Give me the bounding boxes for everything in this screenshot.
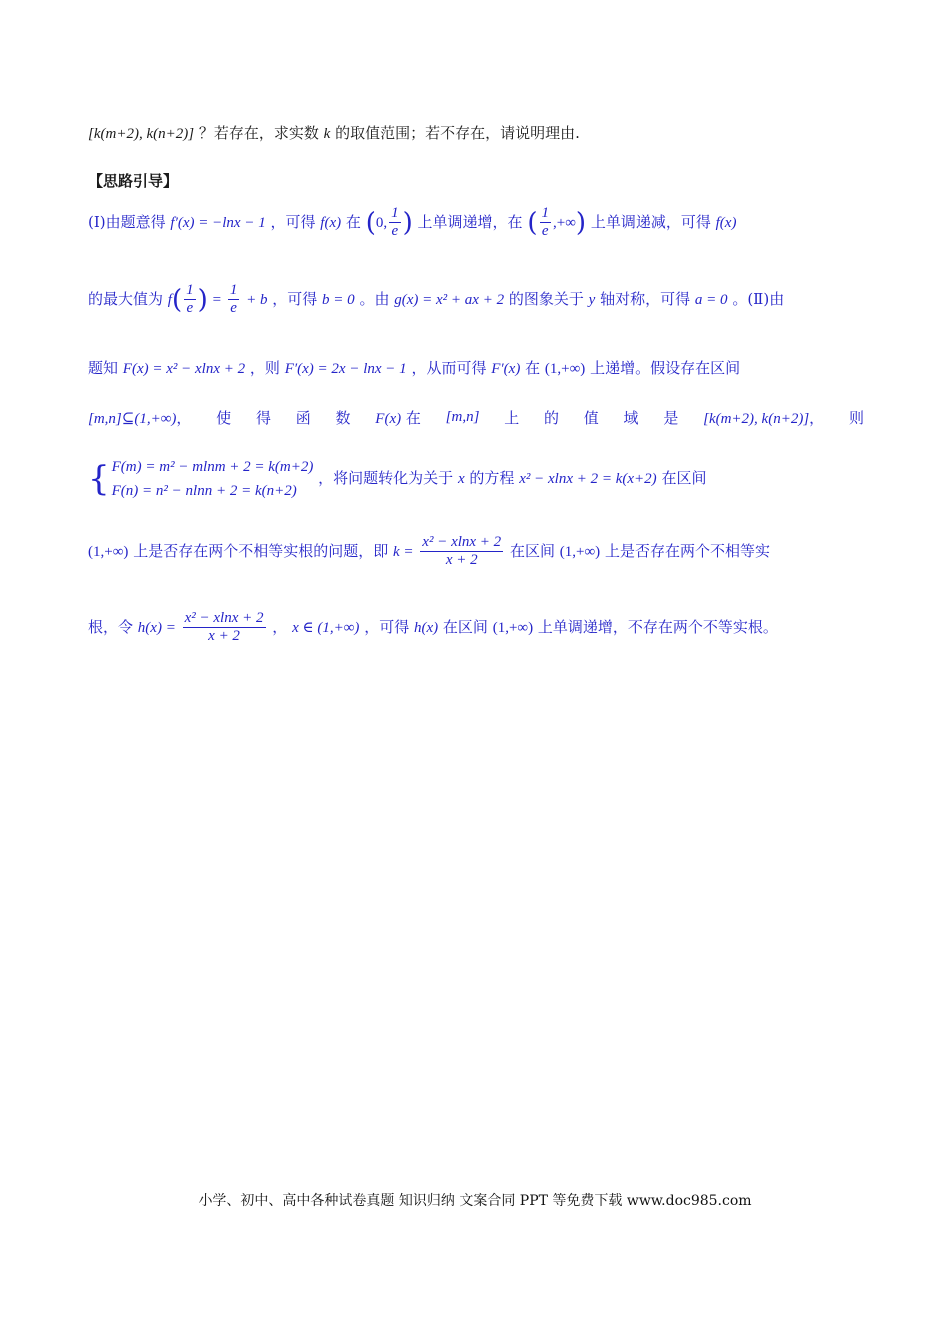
paren-close: )	[575, 207, 587, 238]
p3-text: 题知	[88, 359, 119, 377]
p7-text: 上单调递增，不存在两个不等实根。	[537, 617, 778, 636]
F-of-x: F(x)	[375, 411, 402, 427]
paragraph-line-1	[88, 205, 864, 241]
equation: x² − xlnx + 2 = k(x+2)	[519, 471, 657, 487]
p3-text: 上递增。假设存在区间	[590, 359, 741, 377]
line-question-end	[88, 122, 864, 143]
p3-text: ，则	[249, 359, 280, 377]
comma: ，	[176, 409, 192, 427]
fraction-h	[183, 610, 266, 646]
paragraph-line-4	[88, 407, 864, 428]
fraction-numerator: x² − xlnx + 2	[420, 534, 503, 552]
fraction-1-over-e	[228, 282, 240, 318]
range-expression: [k(m+2), k(n+2)]	[703, 411, 810, 427]
interval-start: 0,	[375, 214, 388, 231]
fraction-numerator: 1	[540, 205, 552, 223]
F-function: F(x) = x² − xlnx + 2	[122, 361, 246, 377]
word: 值	[583, 409, 599, 427]
p2-text: 轴对称，可得	[600, 289, 691, 308]
p1-text: 上单调递增，在	[417, 212, 523, 231]
h-of-x: h(x)	[413, 619, 439, 636]
fraction-numerator: x² − xlnx + 2	[183, 610, 266, 628]
b-equals-zero: b = 0	[322, 291, 355, 308]
equals-sign: =	[212, 291, 222, 308]
fraction-denominator: x + 2	[445, 552, 478, 569]
p2-text: 。(Ⅱ)由	[732, 289, 785, 308]
p5-text: ，将问题转化为关于	[318, 469, 454, 487]
word: 上	[504, 409, 520, 427]
p1-text: ，可得	[270, 212, 316, 231]
p2-text: ，可得	[272, 289, 318, 308]
p7-text: ，可得	[364, 617, 410, 636]
domain-expression: x ∈ (1,+∞)	[292, 619, 360, 636]
page-footer: 小学、初中、高中各种试卷真题 知识归纳 文案合同 PPT 等免费下载 www.doc985.com	[198, 1193, 752, 1209]
question-text-a: ？若存在，求实数	[198, 124, 319, 142]
section-heading	[88, 170, 864, 191]
var-k: k	[323, 126, 331, 142]
word: 则	[848, 409, 864, 427]
fraction-numerator: 1	[184, 282, 196, 300]
fraction-denominator: x + 2	[208, 628, 240, 645]
interval-mn-subset: [m,n]⊆(1,+∞)	[88, 411, 177, 427]
p6-text: 上是否存在两个不相等实	[604, 541, 770, 560]
paragraph-line-6	[88, 534, 864, 570]
p3-text: 在	[525, 359, 541, 377]
var-y: y	[588, 291, 596, 308]
h-equals: h(x) =	[137, 619, 176, 636]
p7-text: 根，令	[88, 617, 134, 636]
k-equals: k =	[392, 543, 414, 560]
word: 的	[543, 409, 559, 427]
heading-text: 【思路引导】	[88, 172, 179, 190]
question-text-b: 的取值范围；若不存在，请说明理由.	[335, 124, 580, 142]
p5-text: 的方程	[469, 469, 515, 487]
word: 使	[216, 409, 232, 427]
interval-one-inf: (1,+∞)	[544, 361, 586, 377]
plus-b: + b	[246, 291, 268, 308]
fraction-denominator: e	[186, 300, 194, 317]
system-row-2: F(n) = n² − nlnn + 2 = k(n+2)	[111, 483, 297, 499]
paren-open: (	[365, 207, 376, 238]
p1-fx: f(x)	[715, 214, 737, 231]
word: 是	[663, 409, 679, 427]
paragraph-line-7	[88, 610, 864, 646]
p2-text: 的最大值为	[88, 289, 164, 308]
word: 在	[405, 409, 421, 427]
g-function: g(x) = x² + ax + 2	[394, 291, 505, 308]
p6-text: 在区间	[509, 541, 555, 560]
word: 域	[623, 409, 639, 427]
p1-lead: (Ⅰ)由题意得	[88, 212, 166, 231]
system-brace: {	[88, 459, 110, 499]
interval-end: ,+∞	[553, 214, 576, 231]
var-x: x	[457, 471, 465, 487]
p1-text: 在	[345, 212, 361, 231]
p1-derivative: f′(x) = −lnx − 1	[170, 214, 266, 231]
F-derivative: F′(x) = 2x − lnx − 1	[284, 361, 407, 377]
paragraph-line-5	[88, 455, 864, 503]
fraction-denominator: e	[541, 223, 549, 240]
a-equals-zero: a = 0	[694, 291, 728, 308]
p7-text: ，	[272, 617, 288, 636]
word: 得	[255, 409, 271, 427]
p6-text: 上是否存在两个不相等实根的问题，即	[133, 541, 389, 560]
p7-text: 在区间	[442, 617, 488, 636]
p2-text: 。由	[359, 289, 390, 308]
paren-close: )	[402, 207, 413, 238]
fraction-denominator: e	[230, 300, 237, 317]
system-row-1: F(m) = m² − mlnm + 2 = k(m+2)	[111, 459, 314, 475]
paren-open: (	[171, 284, 183, 315]
interval-one-inf: (1,+∞)	[88, 543, 129, 560]
fraction-numerator: 1	[389, 205, 401, 223]
equation-system	[88, 455, 313, 503]
p1-fx: f(x)	[320, 214, 342, 231]
p5-text: 在区间	[661, 469, 707, 487]
interval-one-inf: (1,+∞)	[492, 619, 534, 636]
comma: ，	[809, 409, 825, 427]
range-expression: [k(m+2), k(n+2)]	[88, 126, 195, 142]
p3-text: ，从而可得	[411, 359, 487, 377]
fraction-denominator: e	[391, 223, 399, 240]
fraction-1-over-e	[389, 205, 401, 241]
p2-text: 的图象关于	[508, 289, 584, 308]
F-prime: F′(x)	[491, 361, 521, 377]
fraction-numerator: 1	[228, 282, 240, 300]
interval-one-inf: (1,+∞)	[559, 543, 601, 560]
p2-f: f	[167, 291, 172, 308]
paragraph-line-3	[88, 357, 864, 378]
fraction-1-over-e	[540, 205, 552, 241]
word: 数	[335, 409, 351, 427]
fraction-k	[420, 534, 503, 570]
paren-open: (	[527, 207, 538, 238]
fraction-1-over-e	[184, 282, 196, 318]
p1-text: 上单调递减，可得	[590, 212, 711, 231]
paragraph-line-2	[88, 282, 864, 318]
paren-close: )	[197, 284, 208, 315]
word: 函	[295, 409, 311, 427]
interval-mn: [m,n]	[445, 409, 480, 425]
